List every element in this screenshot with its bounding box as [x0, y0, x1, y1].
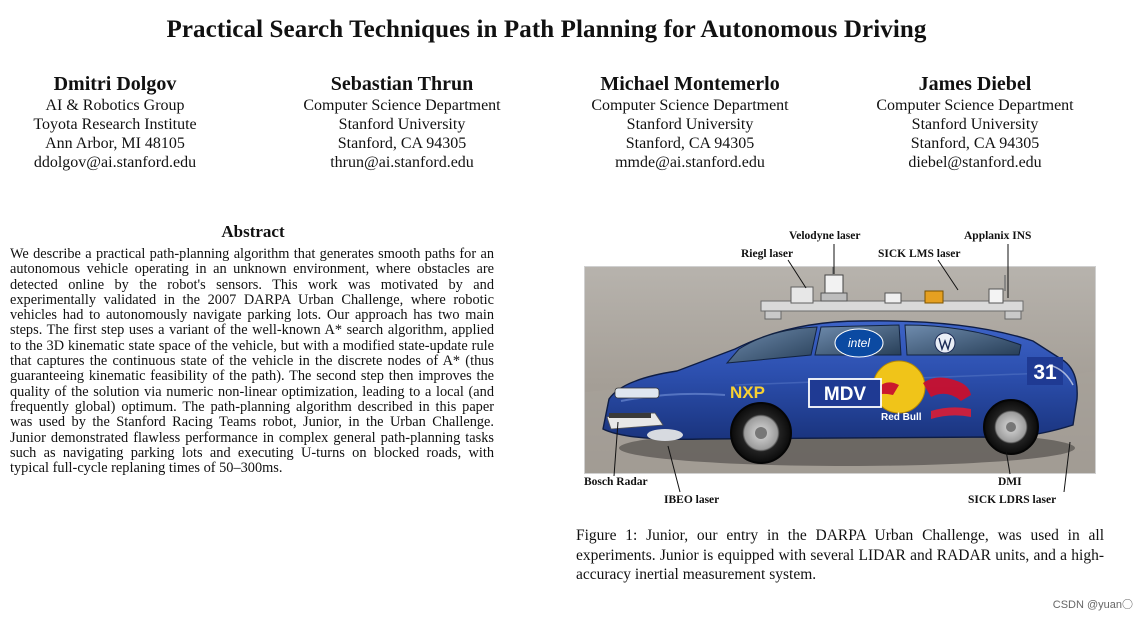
abstract-text: We describe a practical path-planning algorithm that generates smooth paths for an autonomous vehicle operating in an unknown environment, where obstacles are detected online by the robot's sensors. This work was motivated by and experimentally validated in the 2007 DARPA Urban Challenge, where robotic vehicles had to autonomously navigate parking lots. Our approach has two main steps. The first step uses a variant of the well-known A* search algorithm, applied to the 3D kinematic state space of the vehicle, but with a modified state-update rule that captures the continuous state of the vehicle in the discrete nodes of A* (thus guaranteeing kinematic feasibility of the path). The second step then improves the quality of the solution via numeric non-linear optimization, leading to a local (and frequently global) optimum. The path-planning algorithm described in this paper was used by the Stanford Racing Teams robot, Junior, in the Urban Challenge. Junior demonstrated flawless performance in complex general path-planning tasks such as navigating parking lots and executing U-turns on blocked roads, with typical full-cycle replaning times of 50–300ms.	[10, 246, 494, 477]
author-affiliation: Computer Science Department	[303, 97, 501, 114]
junior-photo	[584, 266, 1096, 474]
label-ibeo-laser: IBEO laser	[664, 494, 720, 506]
mdv-sponsor-panel	[809, 379, 881, 407]
label-velodyne-laser: Velodyne laser	[789, 230, 861, 242]
author-name: Sebastian Thrun	[330, 73, 474, 95]
author-card	[2, 72, 228, 172]
junior-car-image	[585, 267, 1095, 473]
abstract-heading: Abstract	[221, 222, 285, 241]
label-bosch-radar: Bosch Radar	[584, 476, 648, 488]
author-institution: Stanford University	[338, 116, 466, 133]
author-card	[552, 72, 828, 172]
author-name: James Diebel	[918, 73, 1032, 95]
author-institution: Toyota Research Institute	[33, 116, 197, 133]
author-institution: Stanford University	[626, 116, 754, 133]
rear-wheel	[984, 400, 1038, 454]
author-email: ddolgov@ai.stanford.edu	[33, 154, 197, 171]
svg-text:31: 31	[1033, 361, 1057, 384]
vw-logo	[935, 333, 955, 353]
author-email: diebel@stanford.edu	[908, 154, 1042, 171]
author-affiliation: AI & Robotics Group	[45, 97, 185, 114]
author-name: Dmitri Dolgov	[53, 73, 177, 95]
label-sick-lms-laser: SICK LMS laser	[878, 248, 961, 260]
nxp-text: NXP	[730, 383, 765, 402]
author-email: mmde@ai.stanford.edu	[615, 154, 765, 171]
paper-title: Practical Search Techniques in Path Planning for Autonomous Driving	[166, 16, 927, 43]
number-31	[1027, 357, 1063, 385]
author-email: thrun@ai.stanford.edu	[330, 154, 474, 171]
label-applanix-ins: Applanix INS	[964, 230, 1032, 242]
author-affiliation: Computer Science Department	[591, 97, 789, 114]
mdv-text: MDV	[823, 384, 867, 405]
figure-1	[576, 226, 1106, 516]
watermark-text: CSDN @yuan〇	[1052, 599, 1133, 611]
figure-caption: Figure 1: Junior, our entry in the DARPA Urban Challenge, was used in all experiments. Junior is equipped with several LIDAR and RADAR units, and a high-accuracy inertial measurement system.	[576, 527, 1104, 583]
author-name: Michael Montemerlo	[600, 73, 780, 95]
author-institution: Stanford University	[911, 116, 1039, 133]
label-sick-ldrs-laser: SICK LDRS laser	[968, 494, 1057, 506]
author-location: Stanford, CA 94305	[337, 135, 467, 152]
label-dmi: DMI	[998, 476, 1022, 488]
author-card	[264, 72, 540, 172]
author-location: Stanford, CA 94305	[910, 135, 1040, 152]
intel-sticker	[835, 329, 883, 357]
label-riegl-laser: Riegl laser	[741, 248, 794, 260]
front-wheel	[731, 403, 791, 463]
author-affiliation: Computer Science Department	[876, 97, 1074, 114]
red-bull-text: Red Bull	[881, 412, 922, 423]
intel-text: intel	[847, 336, 871, 350]
author-block	[0, 72, 1143, 172]
author-location: Ann Arbor, MI 48105	[45, 135, 185, 152]
author-card	[837, 72, 1113, 172]
author-location: Stanford, CA 94305	[625, 135, 755, 152]
